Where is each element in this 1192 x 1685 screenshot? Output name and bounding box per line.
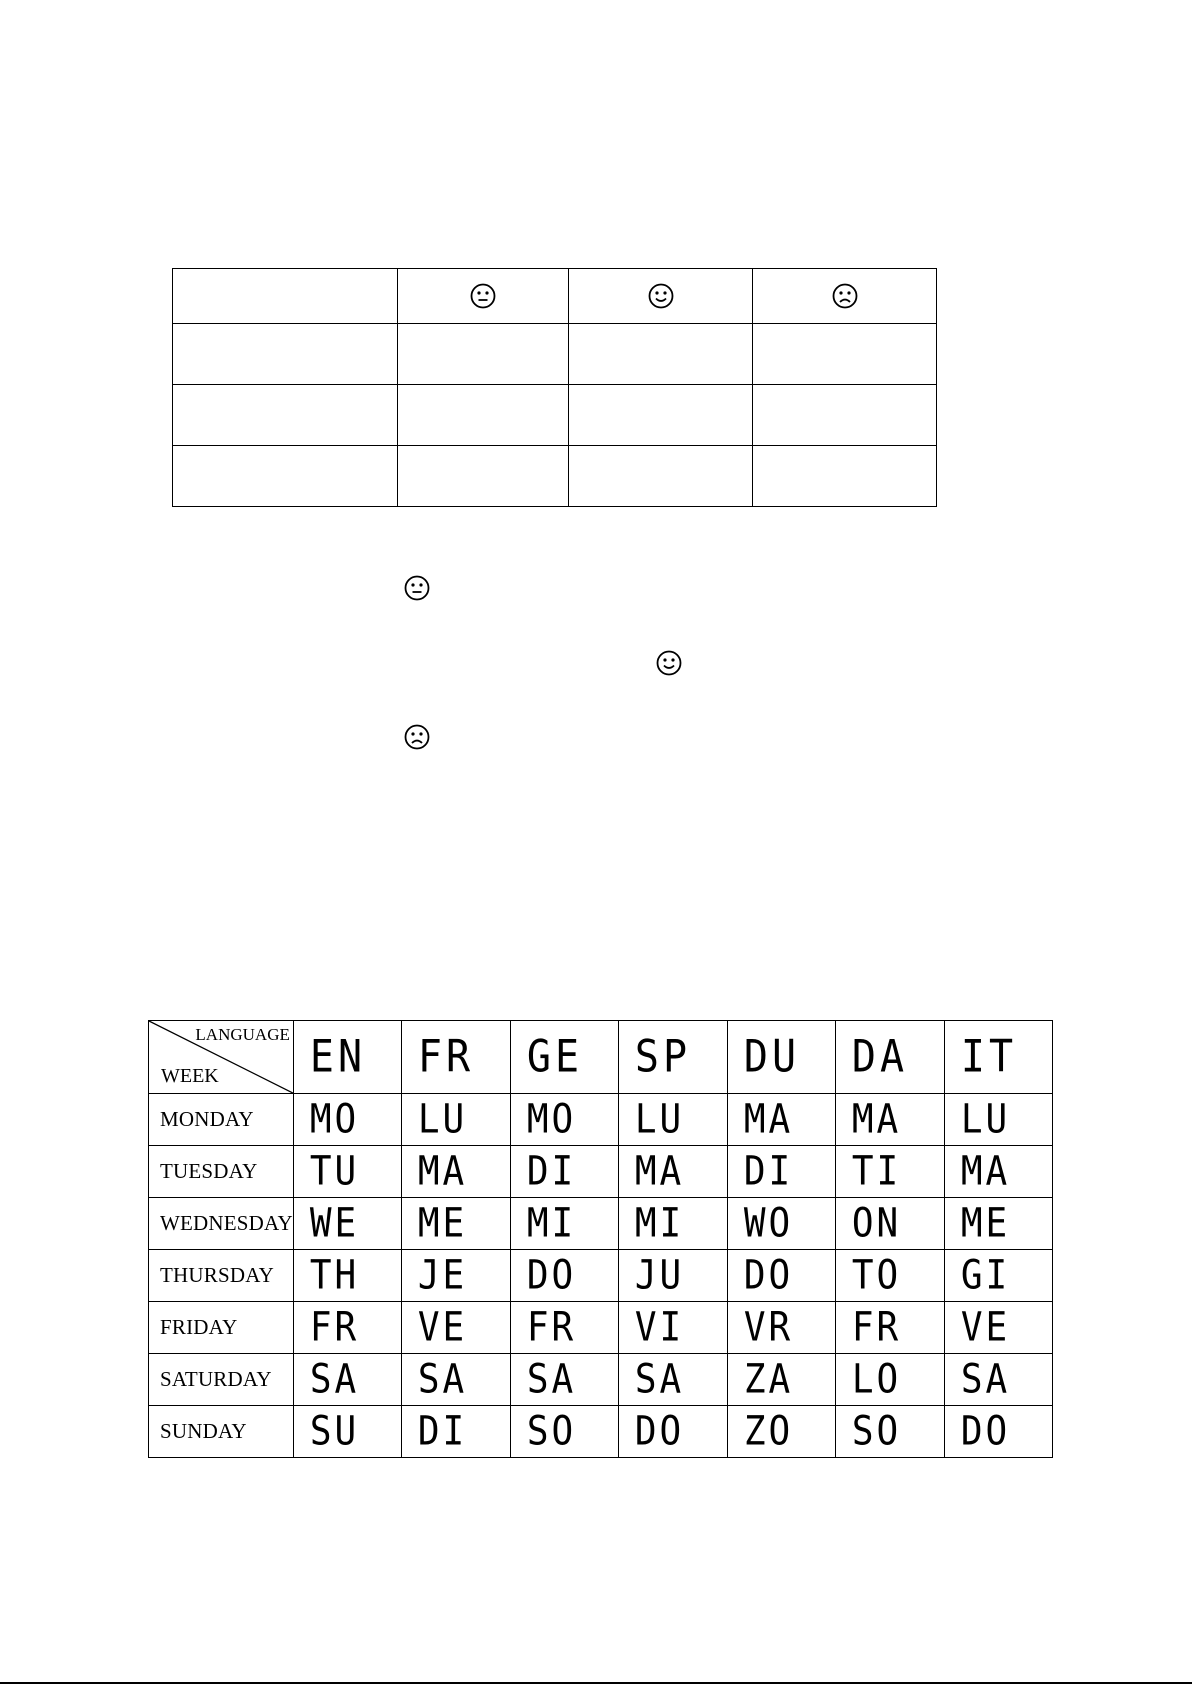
weekday-abbreviation: SO: [510, 1406, 618, 1458]
weekday-abbreviation: TI: [835, 1146, 944, 1198]
weekday-abbreviation: SO: [835, 1406, 944, 1458]
weekday-abbreviation: DI: [727, 1146, 835, 1198]
weekday-abbreviation: MA: [835, 1094, 944, 1146]
weekday-abbreviation: DO: [618, 1406, 727, 1458]
weekday-name: MONDAY: [149, 1094, 294, 1146]
weekday-abbreviation: VR: [727, 1302, 835, 1354]
weekday-name: TUESDAY: [149, 1146, 294, 1198]
comfort-table: [172, 268, 937, 507]
weekday-name: THURSDAY: [149, 1250, 294, 1302]
weekday-abbreviation: MO: [293, 1094, 401, 1146]
frowning-face-icon: [832, 283, 858, 309]
weekday-abbreviation: TO: [835, 1250, 944, 1302]
comfort-table-row: [173, 385, 937, 446]
corner-week-label: WEEK: [161, 1065, 219, 1087]
weekday-abbreviation: ZA: [727, 1354, 835, 1406]
weekday-abbreviation: MO: [510, 1094, 618, 1146]
weekday-table-body: [149, 1094, 1053, 1458]
comfort-table-row: [173, 446, 937, 507]
table-row: [149, 1094, 1053, 1146]
weekday-abbreviation: FR: [510, 1302, 618, 1354]
table-row: [149, 1198, 1053, 1250]
table-corner-cell: [149, 1021, 294, 1094]
weekday-abbreviation: MA: [618, 1146, 727, 1198]
weekday-abbreviation: GI: [944, 1250, 1052, 1302]
weekday-abbreviation: FR: [293, 1302, 401, 1354]
comfort-header-smile: [569, 269, 753, 324]
weekday-abbreviation: SA: [510, 1354, 618, 1406]
language-code: IT: [944, 1021, 1052, 1094]
comfort-header-neutral: [398, 269, 569, 324]
weekday-abbreviation: MA: [727, 1094, 835, 1146]
comfort-header-frown: [753, 269, 937, 324]
language-code: SP: [618, 1021, 727, 1094]
weekday-abbreviation: JE: [401, 1250, 510, 1302]
weekday-abbreviation: LU: [944, 1094, 1052, 1146]
weekday-abbreviation: ME: [944, 1198, 1052, 1250]
language-code: DA: [835, 1021, 944, 1094]
smiling-face-icon: [648, 283, 674, 309]
weekday-abbreviation: MI: [618, 1198, 727, 1250]
weekday-abbreviation: WE: [293, 1198, 401, 1250]
comfort-table-corner-cell: [173, 269, 398, 324]
corner-language-label: LANGUAGE: [195, 1025, 290, 1044]
weekday-abbreviation: TH: [293, 1250, 401, 1302]
language-code: EN: [293, 1021, 401, 1094]
weekday-abbreviation: ON: [835, 1198, 944, 1250]
weekday-abbreviation: DO: [727, 1250, 835, 1302]
weekday-abbreviation: VE: [944, 1302, 1052, 1354]
weekday-abbreviation: LO: [835, 1354, 944, 1406]
neutral-face-icon: [470, 283, 496, 309]
legend-neutral-face-icon: [404, 575, 430, 601]
weekday-abbreviation: MA: [401, 1146, 510, 1198]
weekday-abbreviation: SA: [293, 1354, 401, 1406]
weekday-abbreviation: MI: [510, 1198, 618, 1250]
comfort-table-row: [173, 324, 937, 385]
table-row: [149, 1354, 1053, 1406]
weekday-abbreviation: TU: [293, 1146, 401, 1198]
weekday-abbreviation: DI: [401, 1406, 510, 1458]
legend-frowning-face-icon: [404, 724, 430, 750]
weekday-abbreviation: DI: [510, 1146, 618, 1198]
weekday-abbreviation: FR: [835, 1302, 944, 1354]
weekday-abbreviation: MA: [944, 1146, 1052, 1198]
weekday-abbreviation: JU: [618, 1250, 727, 1302]
page-bottom-rule: [0, 1682, 1192, 1684]
weekday-abbreviation: ME: [401, 1198, 510, 1250]
weekday-abbreviation: VE: [401, 1302, 510, 1354]
language-code: GE: [510, 1021, 618, 1094]
language-header-row: [149, 1021, 1053, 1094]
weekday-abbreviation: ZO: [727, 1406, 835, 1458]
legend-smiling-face-icon: [656, 650, 682, 676]
weekday-abbreviation: DO: [944, 1406, 1052, 1458]
weekday-name: WEDNESDAY: [149, 1198, 294, 1250]
table-row: [149, 1302, 1053, 1354]
weekday-abbreviation: SA: [944, 1354, 1052, 1406]
weekday-abbreviation: SA: [401, 1354, 510, 1406]
weekday-abbreviation: LU: [401, 1094, 510, 1146]
comfort-table-header-row: [173, 269, 937, 324]
table-row: [149, 1146, 1053, 1198]
table-row: [149, 1250, 1053, 1302]
weekday-name: SATURDAY: [149, 1354, 294, 1406]
weekday-abbreviation: VI: [618, 1302, 727, 1354]
weekday-abbreviation: SA: [618, 1354, 727, 1406]
weekday-abbreviation: LU: [618, 1094, 727, 1146]
language-code: DU: [727, 1021, 835, 1094]
weekday-language-table: [148, 1020, 1053, 1458]
table-row: [149, 1406, 1053, 1458]
weekday-abbreviation: DO: [510, 1250, 618, 1302]
language-code: FR: [401, 1021, 510, 1094]
weekday-abbreviation: SU: [293, 1406, 401, 1458]
weekday-name: SUNDAY: [149, 1406, 294, 1458]
weekday-name: FRIDAY: [149, 1302, 294, 1354]
weekday-abbreviation: WO: [727, 1198, 835, 1250]
